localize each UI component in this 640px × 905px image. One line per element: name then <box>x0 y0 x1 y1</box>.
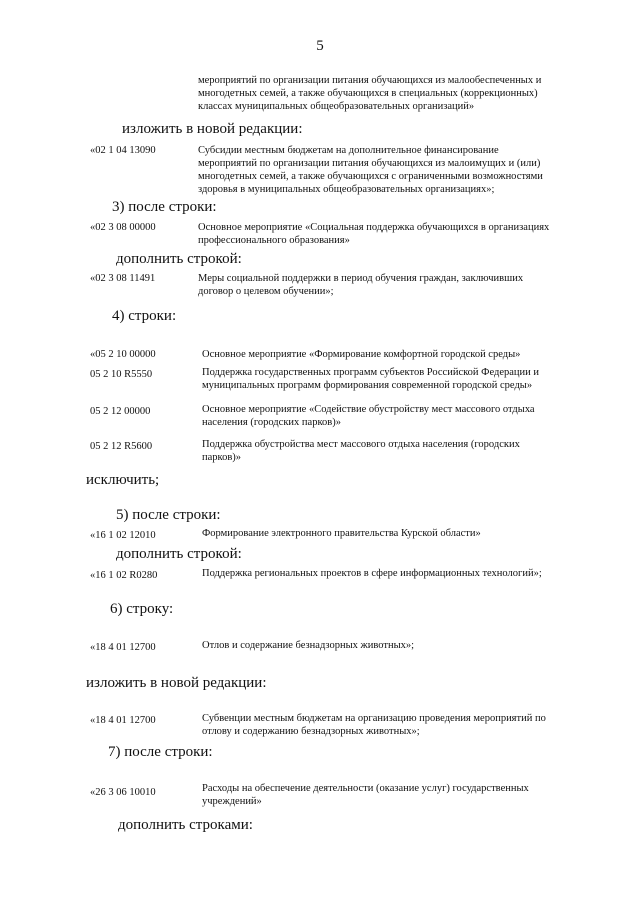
text-line: Расходы на обеспечение деятельности (оказание услуг) государственных <box>202 783 529 794</box>
text-line: Основное мероприятие «Формирование комфортной городской среды» <box>202 349 521 360</box>
entry-description <box>202 366 578 392</box>
entry-description <box>202 527 578 540</box>
text-line: Отлов и содержание безнадзорных животных»; <box>202 640 415 651</box>
entry-description <box>202 639 578 652</box>
budget-code: «18 4 01 12700 <box>90 642 156 653</box>
budget-code: «16 1 02 R0280 <box>90 570 158 581</box>
text-line: населения (городских парков)» <box>202 417 341 428</box>
text-line: классах муниципальных общеобразовательных организаций» <box>198 101 475 112</box>
text-line: Основное мероприятие «Социальная поддержка обучающихся в организациях <box>198 222 550 233</box>
text-line: отлову и содержанию безнадзорных животных»; <box>202 726 420 737</box>
text-line: Основное мероприятие «Содействие обустройству мест массового отдыха <box>202 404 535 415</box>
budget-code: 05 2 12 00000 <box>90 406 151 417</box>
entry-description <box>202 403 578 429</box>
page-number: 5 <box>316 38 324 54</box>
instruction-heading: дополнить строкой: <box>116 251 242 267</box>
text-line: учреждений» <box>202 796 262 807</box>
entry-description <box>198 221 574 247</box>
entry-description <box>202 712 578 738</box>
budget-code: 05 2 12 R5600 <box>90 441 153 452</box>
text-line: парков)» <box>202 452 242 463</box>
instruction-heading: 6) строку: <box>110 601 174 617</box>
instruction-heading: исключить; <box>86 472 160 488</box>
budget-code: 05 2 10 R5550 <box>90 369 153 380</box>
text-line: многодетных семей, а также обучающихся в специальных (коррекционных) <box>198 88 538 99</box>
entry-description <box>202 782 578 808</box>
text-line: Поддержка государственных программ субъектов Российской Федерации и <box>202 367 540 378</box>
instruction-heading: дополнить строками: <box>118 817 253 833</box>
text-line: мероприятий по организации питания обучающихся из малообеспеченных и <box>198 75 542 86</box>
budget-code: «05 2 10 00000 <box>90 349 156 360</box>
text-line: муниципальных программ формирования современной городской среды» <box>202 380 533 391</box>
continuation-text <box>198 74 574 113</box>
budget-code: «02 3 08 11491 <box>90 273 156 284</box>
entry-description <box>198 272 574 298</box>
instruction-heading: 3) после строки: <box>112 199 217 215</box>
instruction-heading: 4) строки: <box>112 308 177 324</box>
budget-code: «18 4 01 12700 <box>90 715 156 726</box>
text-line: мероприятий по организации питания обучающихся из малоимущих и (или) <box>198 158 541 169</box>
entry-description <box>202 438 578 464</box>
text-line: Субвенции местным бюджетам на организацию проведения мероприятий по <box>202 713 546 724</box>
instruction-heading: 5) после строки: <box>116 507 221 523</box>
text-line: многодетных семей, а также обучающихся с ограниченными возможностями <box>198 171 543 182</box>
text-line: Меры социальной поддержки в период обучения граждан, заключивших <box>198 273 524 284</box>
instruction-heading: 7) после строки: <box>108 744 213 760</box>
budget-code: «02 3 08 00000 <box>90 222 156 233</box>
instruction-heading: изложить в новой редакции: <box>122 121 303 137</box>
instruction-heading: изложить в новой редакции: <box>86 675 267 691</box>
instruction-heading: дополнить строкой: <box>116 546 242 562</box>
budget-code: «02 1 04 13090 <box>90 145 156 156</box>
text-line: профессионального образования» <box>198 235 350 246</box>
text-line: договор о целевом обучении»; <box>198 286 334 297</box>
entry-description <box>198 144 574 196</box>
text-line: Поддержка обустройства мест массового отдыха населения (городских <box>202 439 520 450</box>
entry-description <box>202 348 578 361</box>
text-line: здоровья в муниципальных общеобразовательных организациях»; <box>198 184 495 195</box>
text-line: Формирование электронного правительства Курской области» <box>202 528 481 539</box>
budget-code: «26 3 06 10010 <box>90 787 156 798</box>
text-line: Поддержка региональных проектов в сфере информационных технологий»; <box>202 568 542 579</box>
entry-description <box>202 567 578 580</box>
text-line: Субсидии местным бюджетам на дополнительное финансирование <box>198 145 499 156</box>
budget-code: «16 1 02 12010 <box>90 530 156 541</box>
